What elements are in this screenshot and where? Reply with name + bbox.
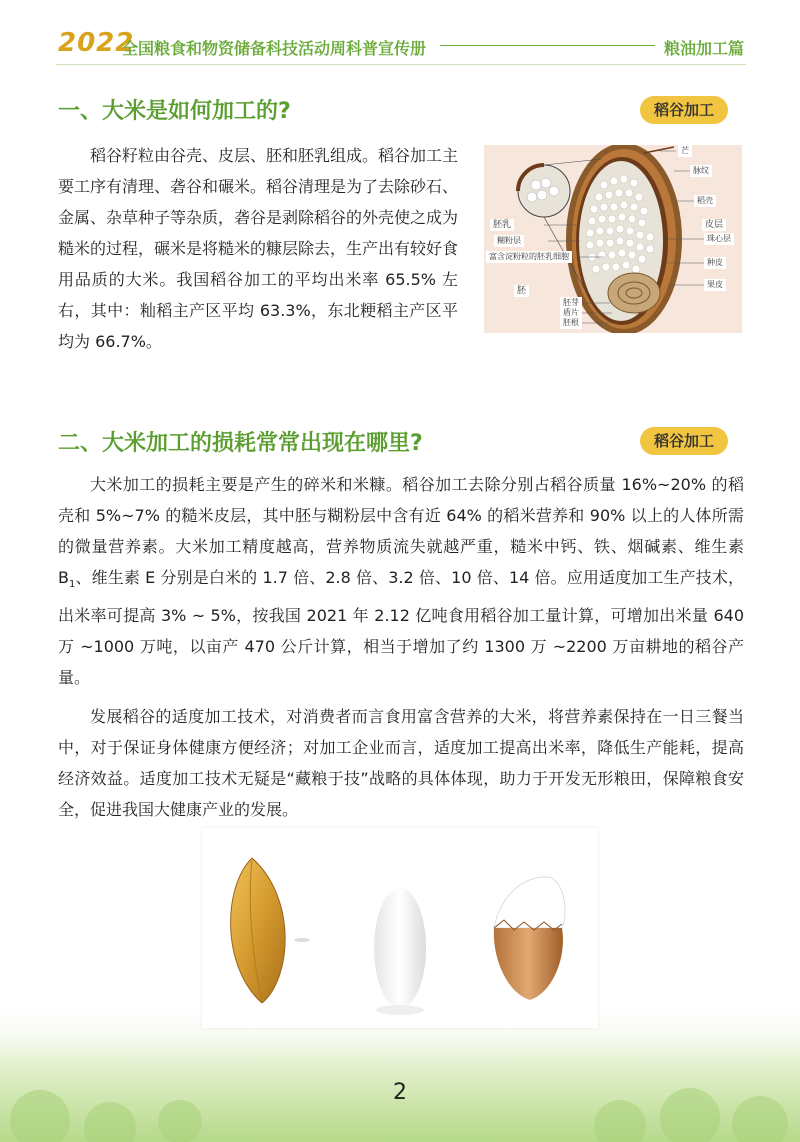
section2-paragraph-1	[58, 469, 744, 693]
section1-body	[58, 140, 458, 357]
section1-paragraph: 稻谷籽粒由谷壳、皮层、胚和胚乳组成。稻谷加工主要工序有清理、砻谷和碾米。稻谷清理是为了去除砂石、金属、杂草种子等杂质，砻谷是剥除稻谷的外壳使之成为糙米的过程，碾米是将糙米的糠层除去，生产出有较好食用品质的大米。我国稻谷加工的平均出米率 65.5% 左右，其中：籼稻主产区平均 63.3%，东北粳稻主产区平均为 66.7%。	[58, 146, 459, 351]
label-pericarp: 果皮	[704, 279, 726, 291]
section2-p1-part2: 、维生素 E 分别是白米的 1.7 倍、2.8 倍、3.2 倍、10 倍、14 倍。应用适度加工生产技术，出米率可提高 3% ~ 5%，按我国 2021 年 2.12 亿吨食用稻谷加工量计算，可增加出米量 640 万 ~1000 万吨，以亩产 470 公斤计算，相当于增加了约 1300 万 ~2200 万亩耕地的稻谷产量。	[58, 568, 744, 688]
section1-title: 一、大米是如何加工的?	[58, 99, 291, 124]
label-endosperm: 胚乳	[490, 219, 514, 231]
label-seed-coat: 种皮	[704, 257, 726, 269]
label-bran: 皮层	[702, 219, 726, 231]
label-embryo: 胚	[514, 285, 529, 297]
label-plumule: 胚芽	[560, 297, 582, 309]
label-aleurone-core: 珠心层	[704, 233, 734, 245]
rice-grains-image	[202, 828, 598, 1028]
label-starch-cells: 富含淀粉粒的胚乳细胞	[486, 251, 572, 263]
page-header	[0, 0, 800, 70]
label-scutellum: 盾片	[560, 307, 582, 319]
section2-body	[58, 469, 744, 825]
section2-tag: 稻谷加工	[640, 427, 728, 455]
label-aleurone: 糊粉层	[494, 235, 524, 247]
section2-title: 二、大米加工的损耗常常出现在哪里?	[58, 431, 423, 456]
rice-grain-diagram	[484, 145, 742, 333]
label-radicle: 胚根	[560, 317, 582, 329]
rice-grains-photo	[202, 828, 598, 1028]
section2-p1-part1: 大米加工的损耗主要是产生的碎米和米糠。稻谷加工去除分别占稻谷质量 16%~20% 的稻壳和 5%~7% 的糙米皮层，其中胚与糊粉层中含有近 64% 的稻米营养和 90% 以上的人体所需的微量营养素。大米加工精度越高，营养物质流失就越严重，糙米中钙、铁、烟碱素、维生素 B	[58, 475, 744, 587]
page-number: 2	[393, 1080, 407, 1105]
label-husk: 稻壳	[694, 195, 716, 207]
section1-tag: 稻谷加工	[640, 96, 728, 124]
header-section: 粮油加工篇	[664, 39, 745, 58]
header-divider	[56, 64, 746, 65]
header-year: 2022	[58, 28, 135, 58]
header-rule	[440, 45, 655, 46]
section2-p1-subscript: 1	[68, 579, 76, 591]
section2-paragraph-2: 发展稻谷的适度加工技术，对消费者而言食用富含营养的大米，将营养素保持在一日三餐当中，对于保证身体健康方便经济；对加工企业而言，适度加工提高出米率，降低生产能耗，提高经济效益。适度加工技术无疑是“藏粮于技”战略的具体体现，助力于开发无形粮田，保障粮食安全，促进我国大健康产业的发展。	[58, 707, 744, 820]
label-awn: 芒	[678, 145, 692, 157]
header-title: 全国粮食和物资储备科技活动周科普宣传册	[122, 39, 427, 58]
label-vein: 脉纹	[690, 165, 712, 177]
